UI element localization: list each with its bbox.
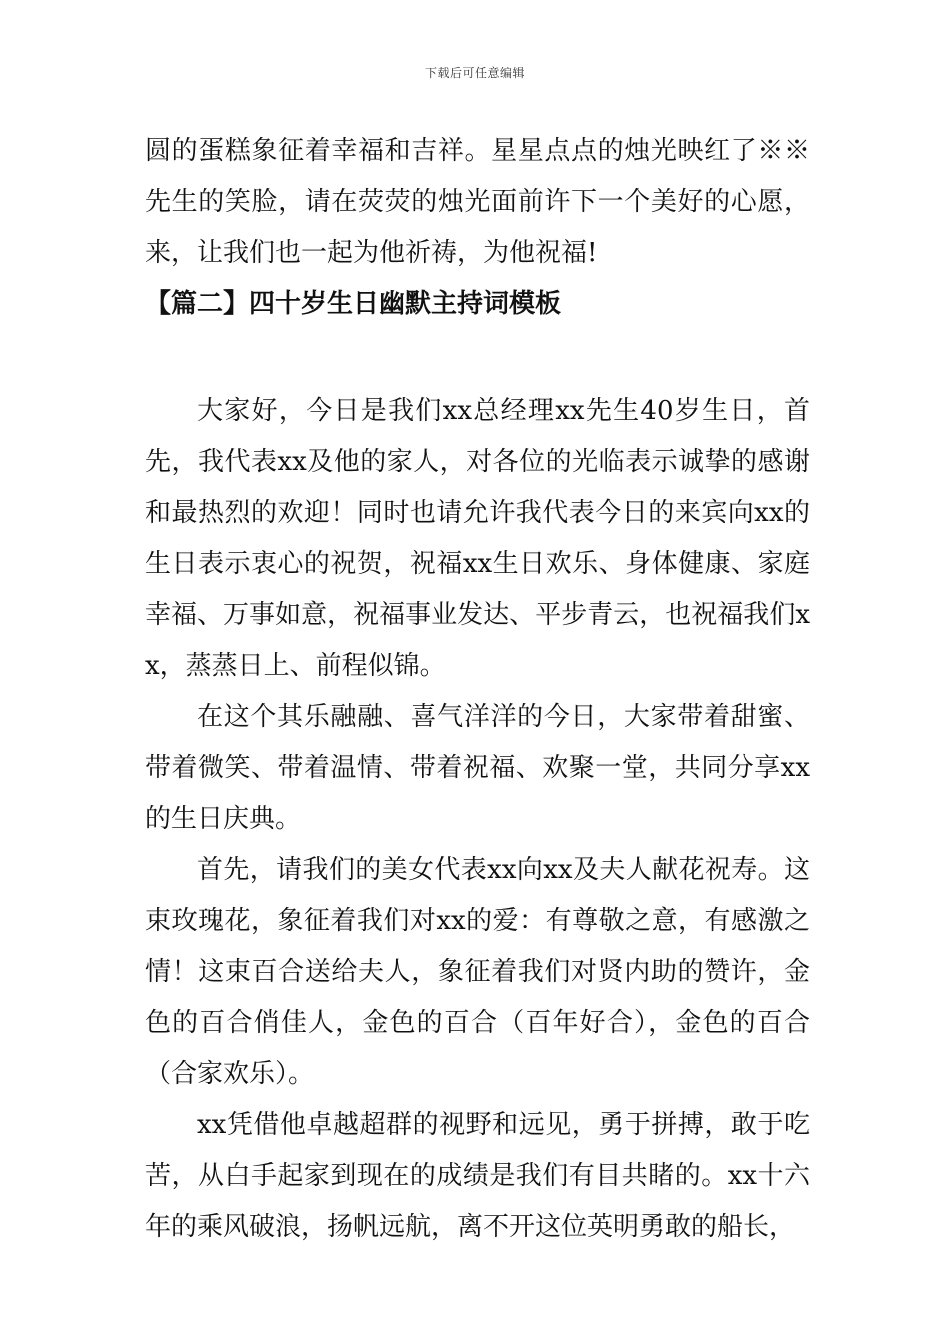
body-paragraph-4: xx凭借他卓越超群的视野和远见，勇于拼搏，敢于吃苦，从白手起家到现在的成绩是我们有目共睹的。xx十六年的乘风破浪，扬帆远航，离不开这位英明勇敢的船长， — [145, 1110, 810, 1242]
document-body — [145, 126, 810, 1253]
page-header-note: 下载后可任意编辑 — [424, 66, 525, 80]
section-heading: 【篇二】四十岁生日幽默主持词模板 — [145, 289, 562, 319]
body-paragraph-2: 在这个其乐融融、喜气洋洋的今日，大家带着甜蜜、带着微笑、带着温情、带着祝福、欢聚一堂，共同分享xx的生日庆典。 — [145, 702, 810, 834]
body-paragraph-3: 首先，请我们的美女代表xx向xx及夫人献花祝寿。这束玫瑰花，象征着我们对xx的爱：有尊敬之意，有感激之情！这束百合送给夫人，象征着我们对贤内助的赞许，金色的百合俏佳人，金色的百合（百年好合），金色的百合（合家欢乐）。 — [145, 855, 810, 1089]
body-paragraph-1: 大家好，今日是我们xx总经理xx先生40岁生日，首先，我代表xx及他的家人，对各位的光临表示诚挚的感谢和最热烈的欢迎！同时也请允许我代表今日的来宾向xx的生日表示衷心的祝贺，祝福xx生日欢乐、身体健康、家庭幸福、万事如意，祝福事业发达、平步青云，也祝福我们xx，蒸蒸日上、前程似锦。 — [145, 396, 810, 681]
section-spacer — [145, 330, 810, 386]
intro-paragraph: 圆的蛋糕象征着幸福和吉祥。星星点点的烛光映红了※※先生的笑脸，请在荧荧的烛光面前许下一个美好的心愿，来，让我们也一起为他祈祷，为他祝福! — [145, 136, 810, 268]
